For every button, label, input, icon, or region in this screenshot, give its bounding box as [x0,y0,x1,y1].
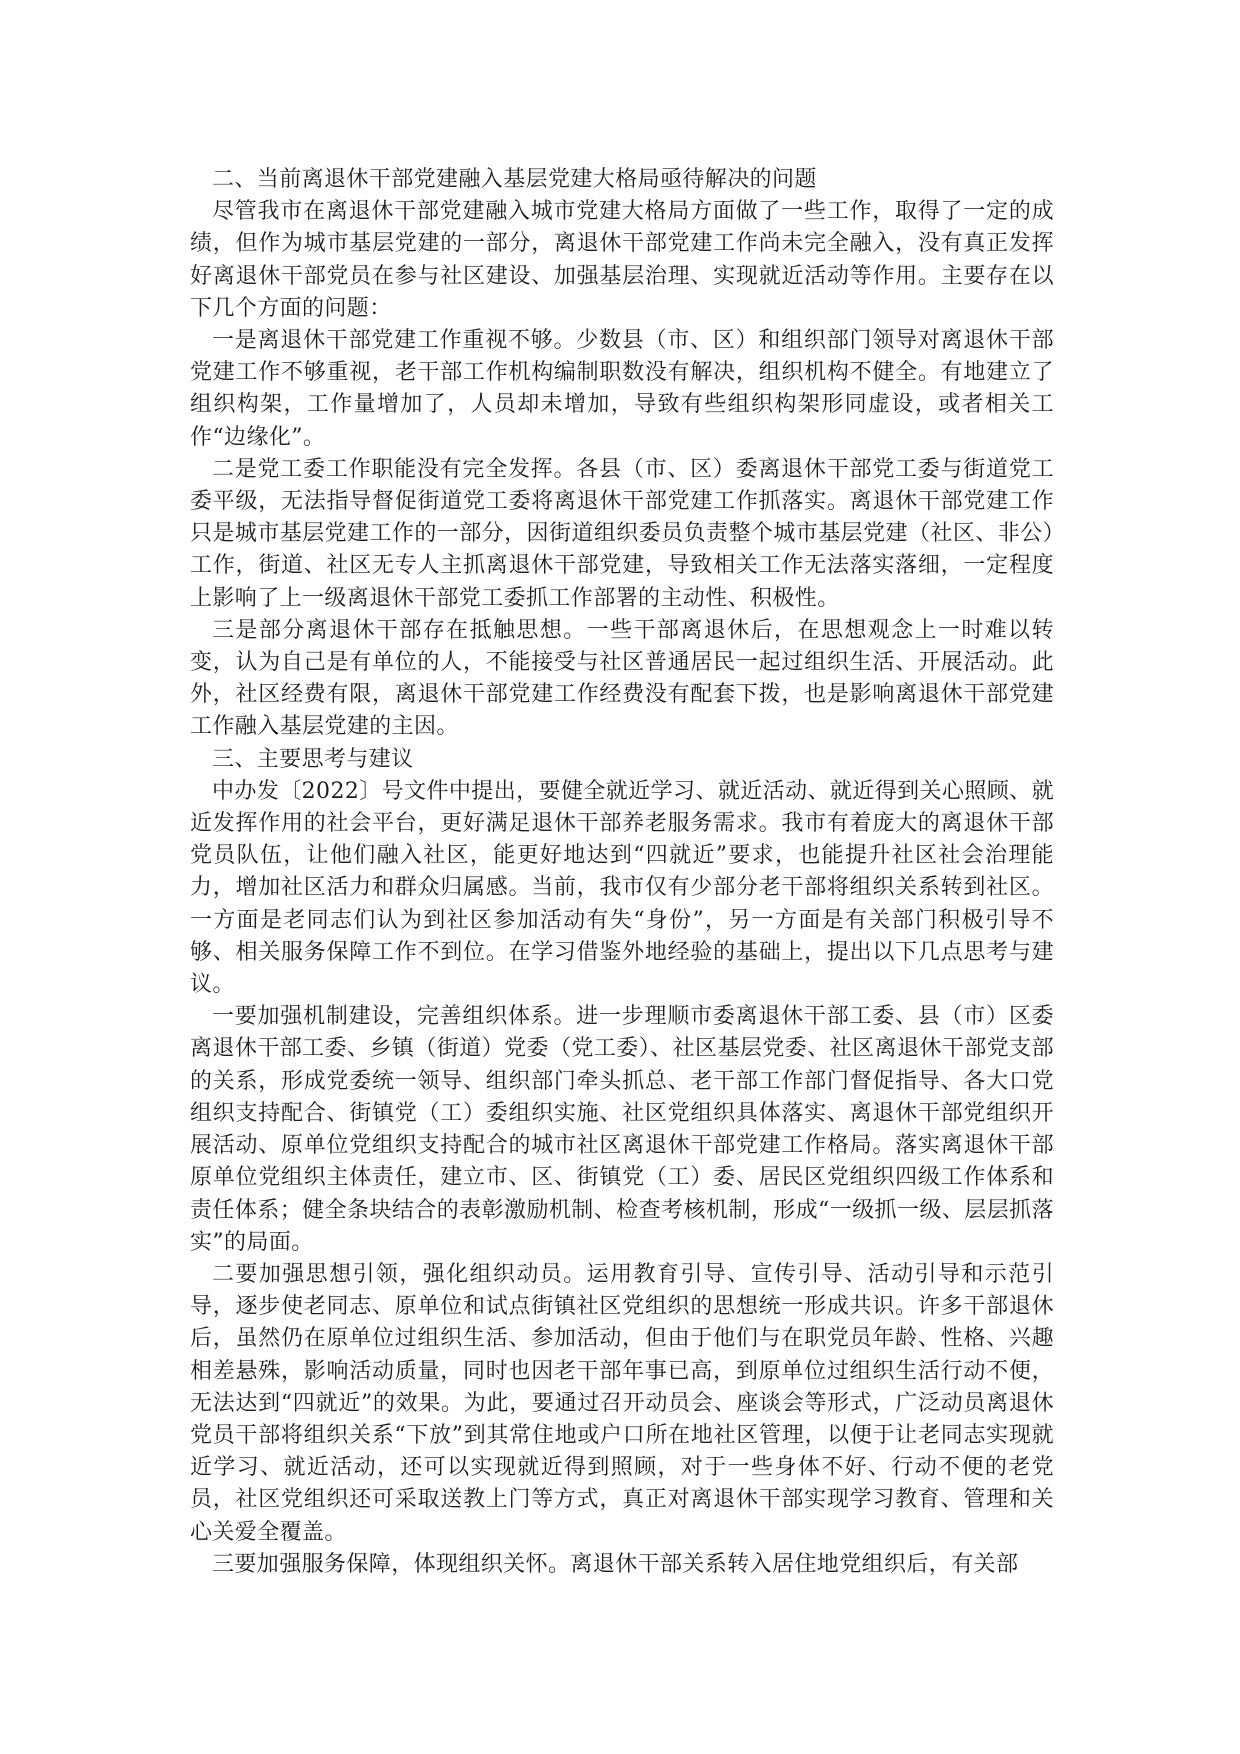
paragraph-suggestions-intro: 中办发〔2022〕号文件中提出，要健全就近学习、就近活动、就近得到关心照顾、就近发挥作用的社会平台，更好满足退休干部养老服务需求。我市有着庞大的离退休干部党员队伍，让他们融入社区，能更好地达到“四就近”要求，也能提升社区社会治理能力，增加社区活力和群众归属感。当前，我市仅有少部分老干部将组织关系转到社区。一方面是老同志们认为到社区参加活动有失“身份”，另一方面是有关部门积极引导不够、相关服务保障工作不到位。在学习借鉴外地经验的基础上，提出以下几点思考与建议。 [190,778,1054,998]
paragraph-problem-2: 二是党工委工作职能没有完全发挥。各县（市、区）委离退休干部党工委与街道党工委平级，无法指导督促街道党工委将离退休干部党建工作抓落实。离退休干部党建工作只是城市基层党建工作的一部分，因街道组织委员负责整个城市基层党建（社区、非公）工作，街道、社区无专人主抓离退休干部党建，导致相关工作无法落实落细，一定程度上影响了上一级离退休干部党工委抓工作部署的主动性、积极性。 [190,456,1054,611]
section-heading-problems: 二、当前离退休干部党建融入基层党建大格局亟待解决的问题 [212,167,817,192]
paragraph-suggestion-1: 一要加强机制建设，完善组织体系。进一步理顺市委离退休干部工委、县（市）区委离退休干部工委、乡镇（街道）党委（党工委）、社区基层党委、社区离退休干部党支部的关系，形成党委统一领导、组织部门牵头抓总、老干部工作部门督促指导、各大口党组织支持配合、街镇党（工）委组织实施、社区党组织具体落实、离退休干部党组织开展活动、原单位党组织支持配合的城市社区离退休干部党建工作格局。落实离退休干部原单位党组织主体责任，建立市、区、街镇党（工）委、居民区党组织四级工作体系和责任体系；健全条块结合的表彰激励机制、检查考核机制，形成“一级抓一级、层层抓落实”的局面。 [190,1004,1054,1255]
section-heading-suggestions: 三、主要思考与建议 [212,746,414,772]
paragraph-problem-1: 一是离退休干部党建工作重视不够。少数县（市、区）和组织部门领导对离退休干部党建工作不够重视，老干部工作机构编制职数没有解决，组织机构不健全。有地建立了组织构架，工作量增加了，人员却未增加，导致有些组织构架形同虚设，或者相关工作“边缘化”。 [190,328,1054,450]
document-body [190,164,1054,1581]
paragraph-intro: 尽管我市在离退休干部党建融入城市党建大格局方面做了一些工作，取得了一定的成绩，但作为城市基层党建的一部分，离退休干部党建工作尚未完全融入，没有真正发挥好离退休干部党员在参与社区建设、加强基层治理、实现就近活动等作用。主要存在以下几个方面的问题： [190,199,1054,321]
paragraph-problem-3: 三是部分离退休干部存在抵触思想。一些干部离退休后，在思想观念上一时难以转变，认为自己是有单位的人，不能接受与社区普通居民一起过组织生活、开展活动。此外，社区经费有限，离退休干部党建工作经费没有配套下拨，也是影响离退休干部党建工作融入基层党建的主因。 [190,617,1054,740]
paragraph-suggestion-2: 二要加强思想引领，强化组织动员。运用教育引导、宣传引导、活动引导和示范引导，逐步使老同志、原单位和试点街镇社区党组织的思想统一形成共识。许多干部退休后，虽然仍在原单位过组织生活、参加活动，但由于他们与在职党员年龄、性格、兴趣相差悬殊，影响活动质量，同时也因老干部年事已高，到原单位过组织生活行动不便，无法达到“四就近”的效果。为此，要通过召开动员会、座谈会等形式，广泛动员离退休党员干部将组织关系“下放”到其常住地或户口所在地社区管理，以便于让老同志实现就近学习、就近活动，还可以实现就近得到照顾，对于一些身体不好、行动不便的老党员，社区党组织还可采取送教上门等方式，真正对离退休干部实现学习教育、管理和关心关爱全覆盖。 [190,1261,1054,1545]
paragraph-suggestion-3: 三要加强服务保障，体现组织关怀。离退休干部关系转入居住地党组织后，有关部 [212,1551,1019,1577]
